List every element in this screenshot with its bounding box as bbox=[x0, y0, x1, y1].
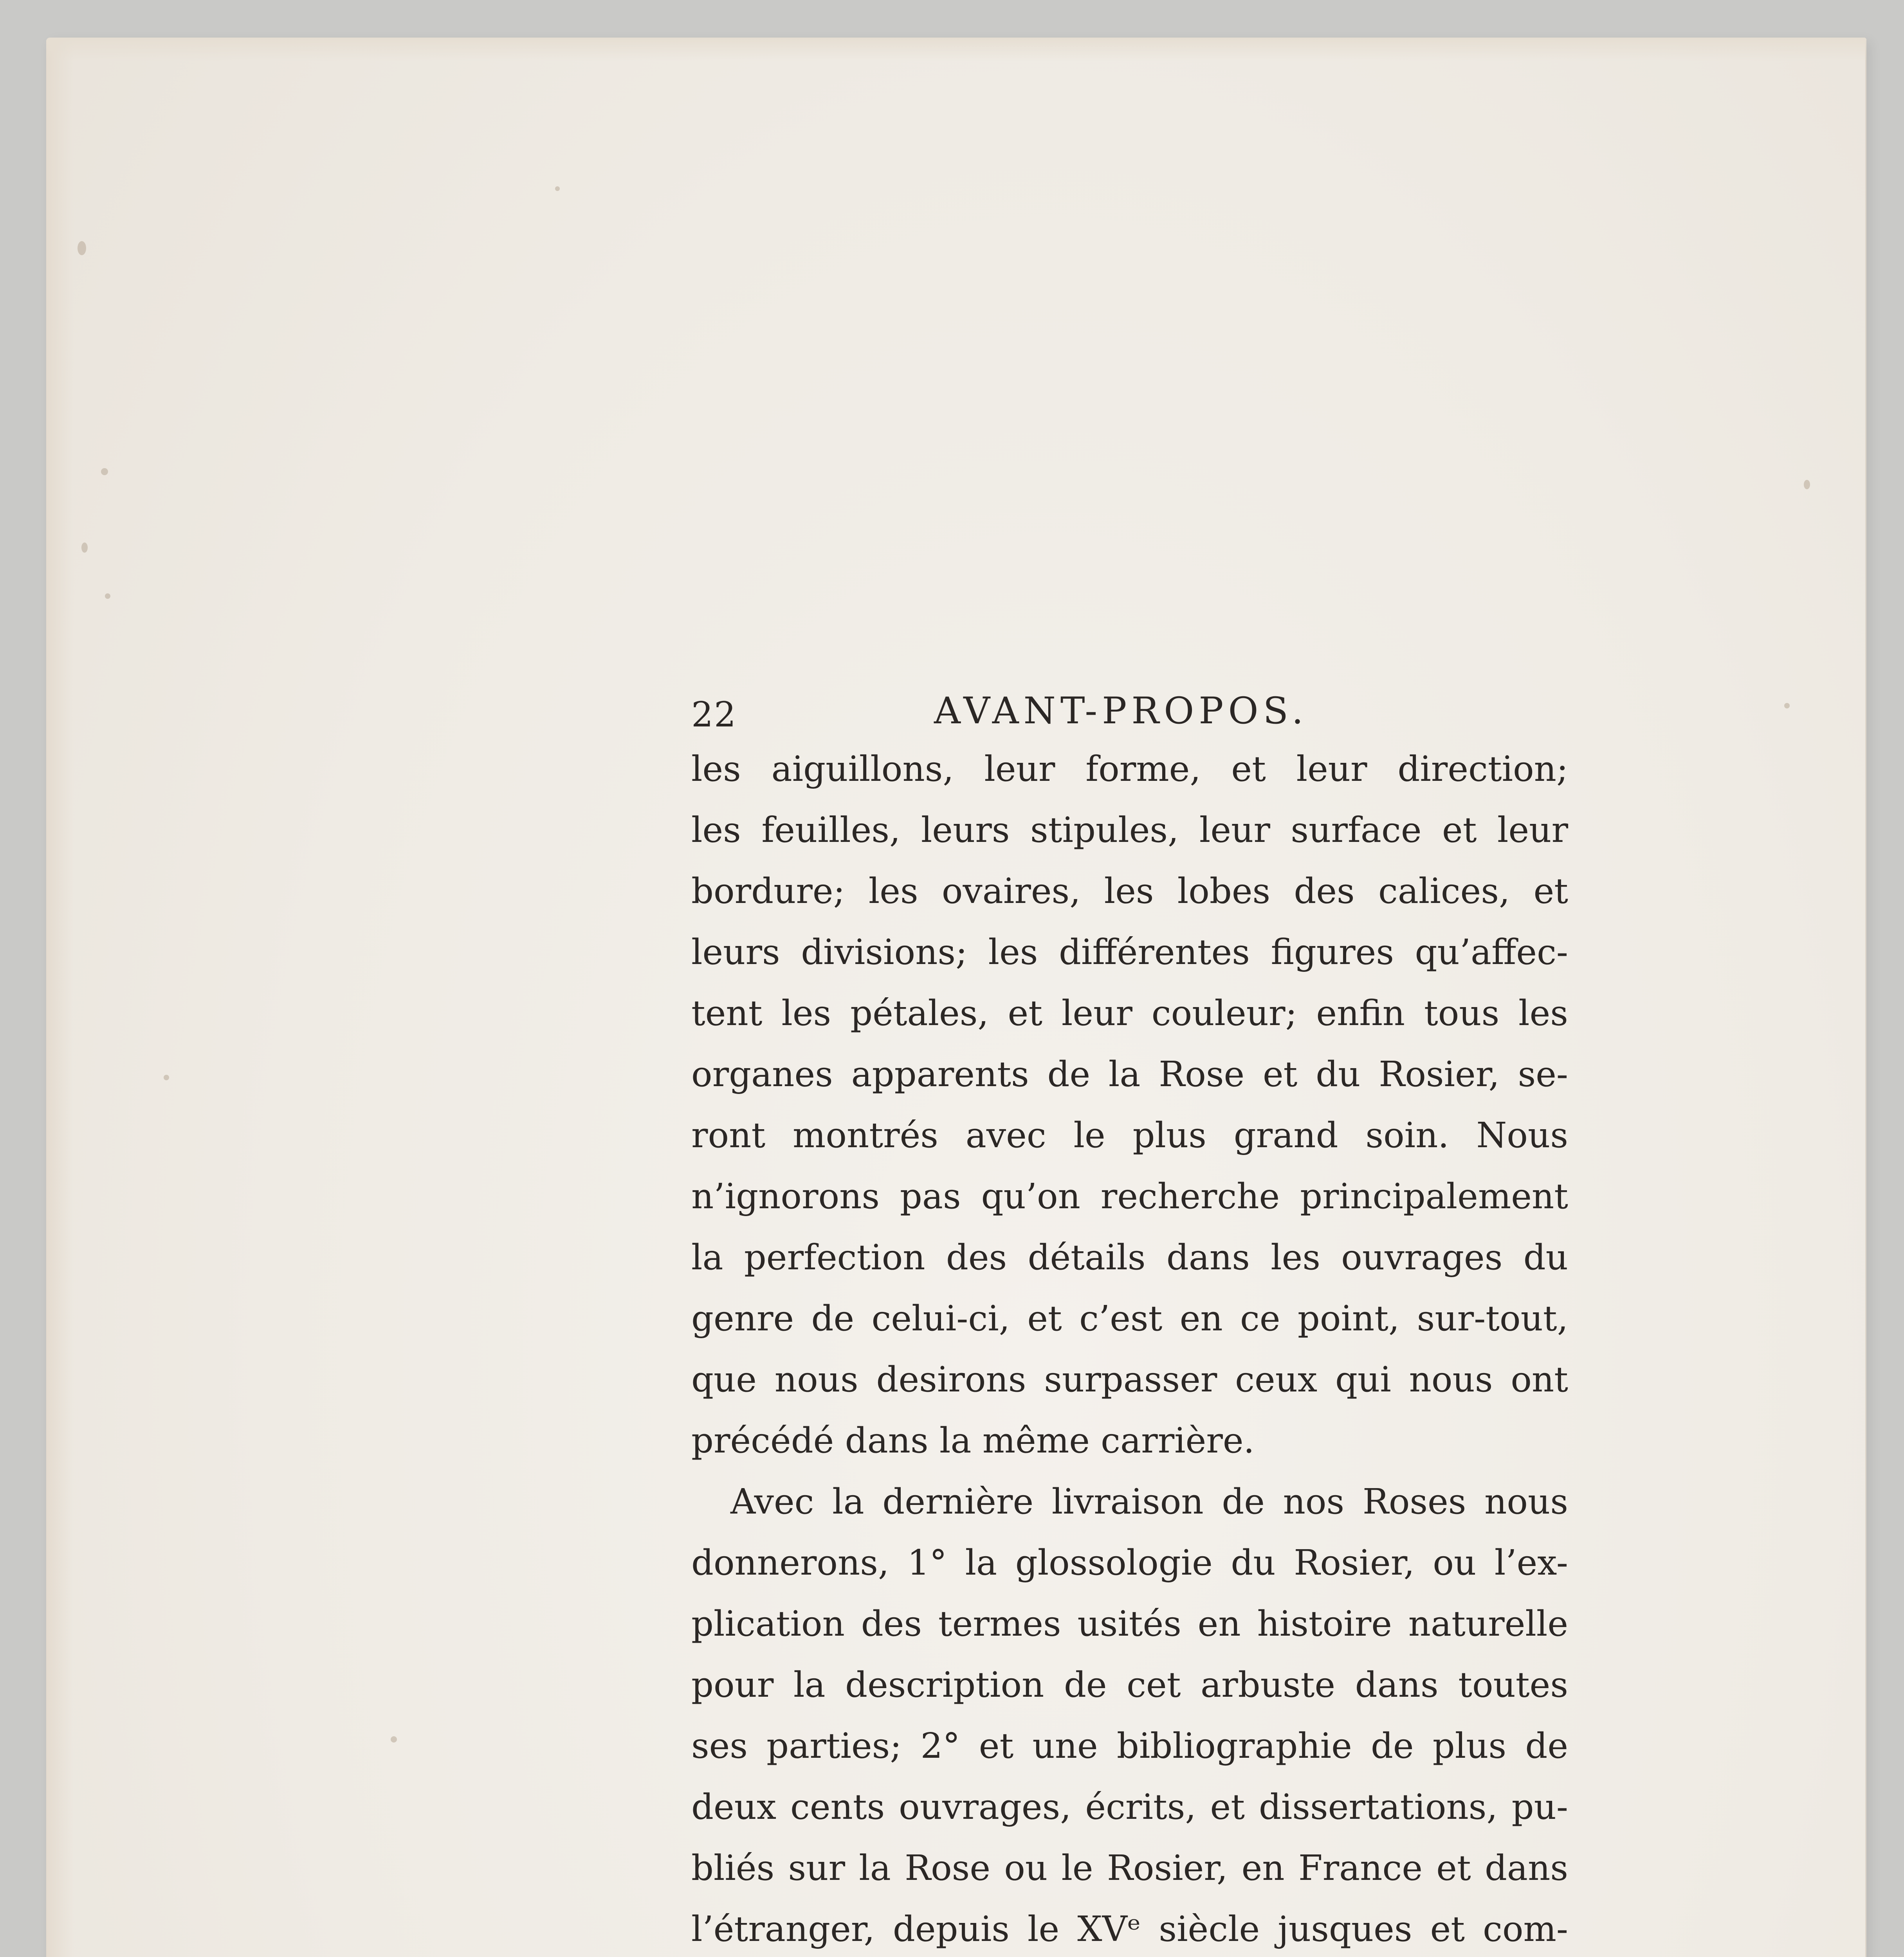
page-edge-shadow-top bbox=[46, 38, 1866, 61]
text-line: leurs divisions; les différentes figures qu’affec- bbox=[691, 932, 1568, 972]
foxing-spot bbox=[555, 186, 560, 191]
foxing-spot bbox=[1784, 703, 1790, 708]
foxing-spot bbox=[78, 241, 86, 255]
text-line: organes apparents de la Rose et du Rosier, se- bbox=[691, 1054, 1568, 1094]
page-number: 22 bbox=[691, 694, 737, 735]
running-head-title: AVANT-PROPOS. bbox=[934, 690, 1308, 732]
text-line: bliés sur la Rose ou le Rosier, en France et dans bbox=[691, 1847, 1568, 1888]
text-line: les aiguillons, leur forme, et leur direction; bbox=[691, 748, 1568, 789]
foxing-spot bbox=[1804, 480, 1810, 489]
page-edge-shadow-left bbox=[46, 38, 74, 1957]
book-page bbox=[46, 38, 1866, 1957]
text-line: n’ignorons pas qu’on recherche principalement bbox=[691, 1176, 1568, 1216]
text-line: que nous desirons surpasser ceux qui nous ont bbox=[691, 1359, 1568, 1400]
paragraph-1 bbox=[691, 738, 1568, 1471]
foxing-spot bbox=[101, 468, 108, 475]
text-line: tent les pétales, et leur couleur; enfin tous les bbox=[691, 993, 1568, 1033]
foxing-spot bbox=[164, 1075, 169, 1080]
text-line: la perfection des détails dans les ouvrages du bbox=[691, 1237, 1568, 1278]
paragraph-2 bbox=[691, 1471, 1568, 1957]
foxing-spot bbox=[81, 542, 88, 553]
foxing-spot bbox=[391, 1736, 397, 1743]
foxing-spot bbox=[105, 593, 110, 599]
text-block bbox=[691, 679, 1568, 1957]
text-line: ses parties; 2° et une bibliographie de plus de bbox=[691, 1725, 1568, 1766]
text-line: ront montrés avec le plus grand soin. Nous bbox=[691, 1115, 1568, 1155]
running-head bbox=[691, 679, 1568, 738]
text-line: bordure; les ovaires, les lobes des calices, et bbox=[691, 870, 1568, 911]
text-line: précédé dans la même carrière. bbox=[691, 1420, 1255, 1461]
text-line: l’étranger, depuis le XVᵉ siècle jusques et com- bbox=[691, 1908, 1568, 1949]
text-line: genre de celui-ci, et c’est en ce point, sur-tout, bbox=[691, 1298, 1568, 1339]
text-line: plication des termes usités en histoire naturelle bbox=[691, 1603, 1568, 1644]
text-line: donnerons, 1° la glossologie du Rosier, ou l’ex- bbox=[691, 1542, 1568, 1583]
text-line: deux cents ouvrages, écrits, et dissertations, pu- bbox=[691, 1786, 1568, 1827]
text-line: Avec la dernière livraison de nos Roses nous bbox=[730, 1481, 1568, 1522]
text-line: les feuilles, leurs stipules, leur surface et leur bbox=[691, 809, 1568, 850]
text-line: pour la description de cet arbuste dans toutes bbox=[691, 1664, 1568, 1705]
